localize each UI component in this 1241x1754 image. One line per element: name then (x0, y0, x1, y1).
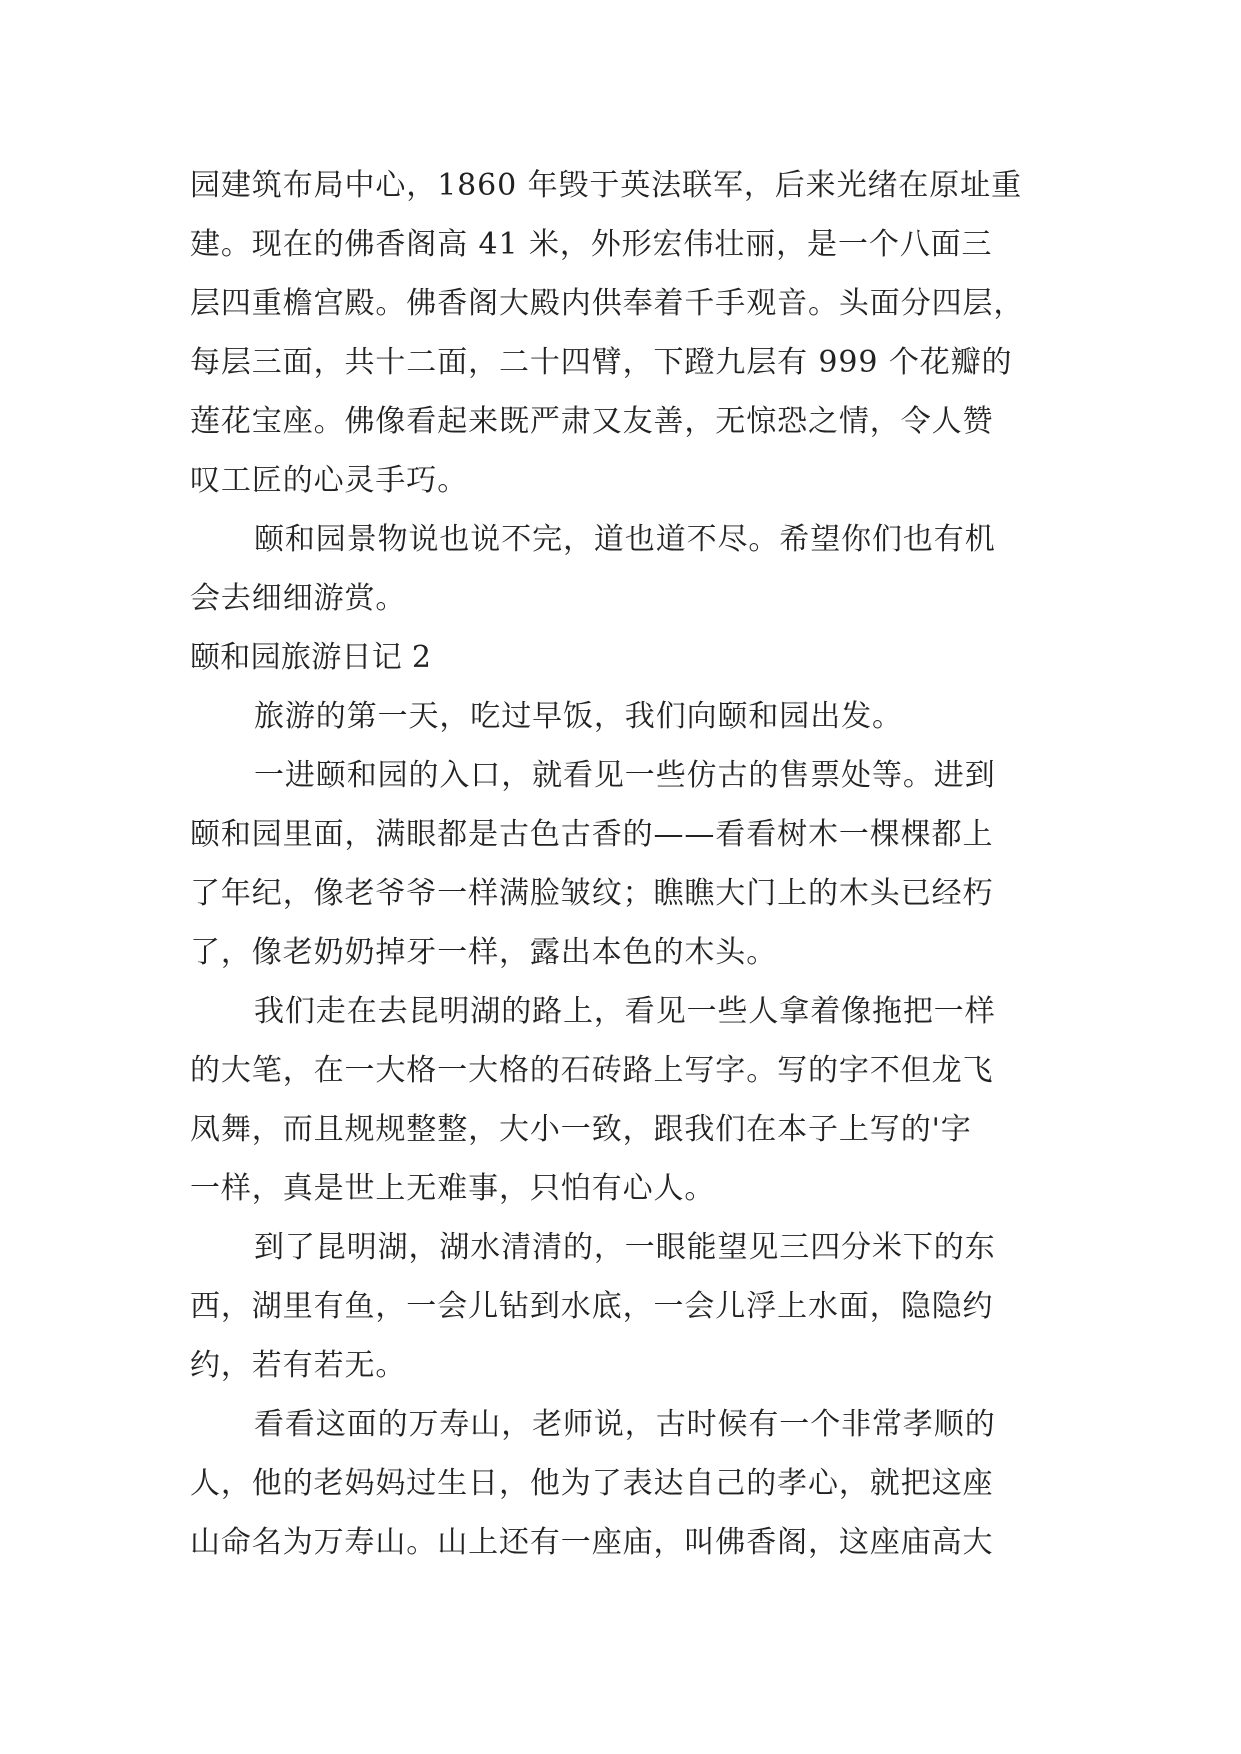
text-line: 约，若有若无。 (190, 1348, 407, 1383)
text-line: 会去细细游赏。 (190, 581, 407, 616)
document-body (190, 156, 1052, 1572)
text-line: 莲花宝座。佛像看起来既严肃又友善，无惊恐之情，令人赞 (190, 404, 994, 439)
text-line: 我们走在去昆明湖的路上，看见一些人拿着像拖把一样 (254, 994, 996, 1029)
text-line: 到了昆明湖，湖水清清的，一眼能望见三四分米下的东 (254, 1230, 996, 1265)
text-line: 一样，真是世上无难事，只怕有心人。 (190, 1171, 716, 1206)
text-line: 园建筑布局中心，1860 年毁于英法联军，后来光绪在原址重 (190, 168, 1022, 203)
text-line: 的大笔，在一大格一大格的石砖路上写字。写的字不但龙飞 (190, 1053, 994, 1088)
text-line: 了年纪，像老爷爷一样满脸皱纹；瞧瞧大门上的木头已经朽 (190, 876, 994, 911)
text-line: 颐和园里面，满眼都是古色古香的——看看树木一棵棵都上 (190, 817, 994, 852)
text-line: 西，湖里有鱼，一会儿钻到水底，一会儿浮上水面，隐隐约 (190, 1289, 994, 1324)
text-line: 一进颐和园的入口，就看见一些仿古的售票处等。进到 (254, 758, 996, 793)
section-heading: 颐和园旅游日记 2 (190, 640, 432, 675)
text-line: 每层三面，共十二面，二十四臂，下蹬九层有 999 个花瓣的 (190, 345, 1013, 380)
text-line: 叹工匠的心灵手巧。 (190, 463, 469, 498)
text-line: 人，他的老妈妈过生日，他为了表达自己的孝心，就把这座 (190, 1466, 994, 1501)
text-line: 建。现在的佛香阁高 41 米，外形宏伟壮丽，是一个八面三 (190, 227, 993, 262)
text-line: 看看这面的万寿山，老师说，古时候有一个非常孝顺的 (254, 1407, 996, 1442)
text-line: 了，像老奶奶掉牙一样，露出本色的木头。 (190, 935, 778, 970)
text-line: 山命名为万寿山。山上还有一座庙，叫佛香阁，这座庙高大 (190, 1525, 994, 1560)
text-line: 旅游的第一天，吃过早饭，我们向颐和园出发。 (254, 699, 903, 734)
text-line: 凤舞，而且规规整整，大小一致，跟我们在本子上写的'字 (190, 1112, 972, 1147)
text-line: 层四重檐宫殿。佛香阁大殿内供奉着千手观音。头面分四层， (190, 286, 1025, 321)
text-line: 颐和园景物说也说不完，道也道不尽。希望你们也有机 (254, 522, 996, 557)
